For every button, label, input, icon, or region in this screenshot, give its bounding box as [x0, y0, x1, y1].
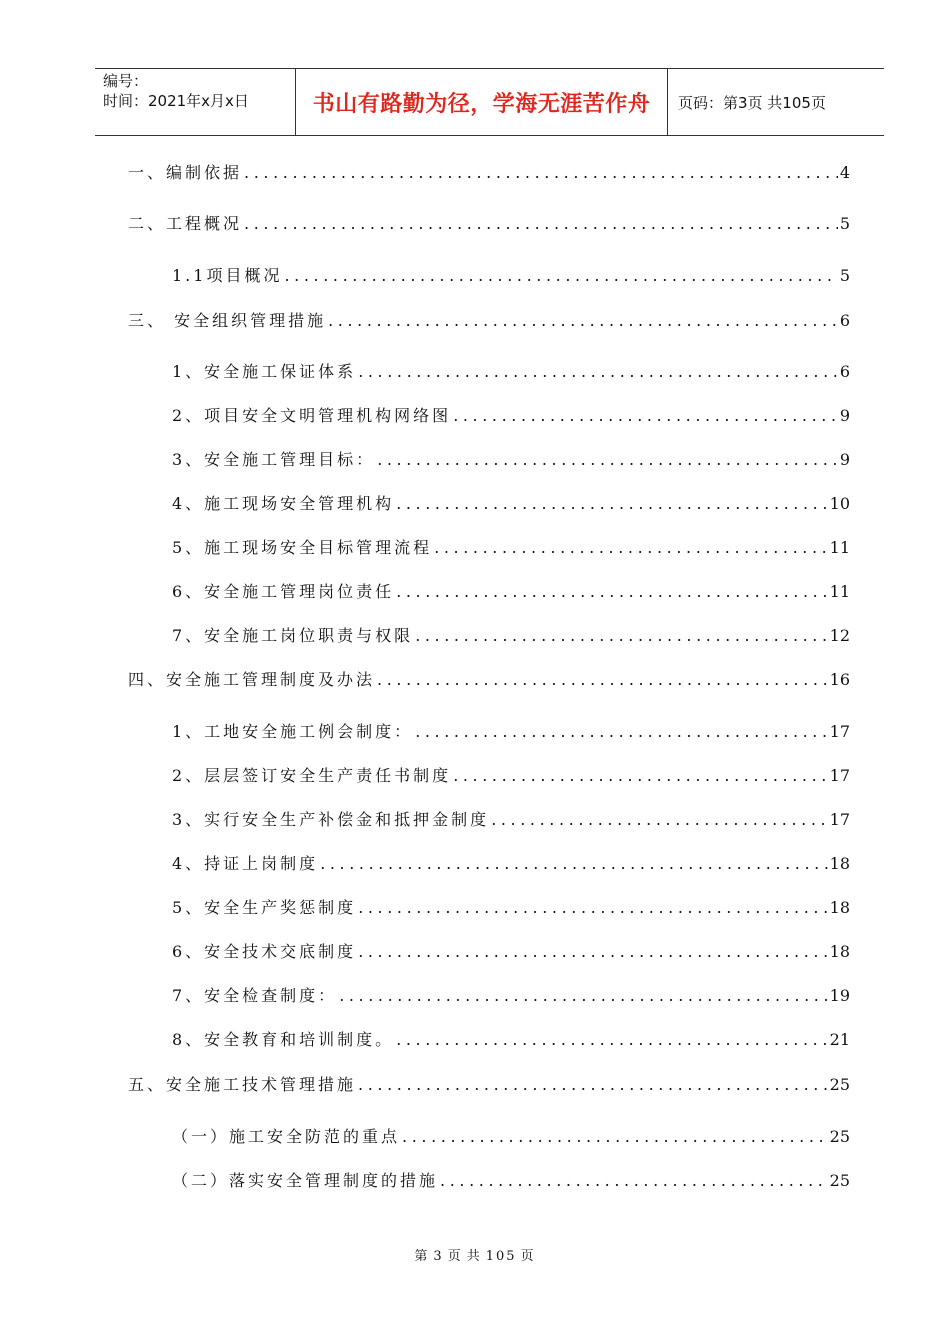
toc-leader-dots — [328, 310, 838, 332]
toc-entry[interactable] — [172, 537, 850, 559]
toc-leader-dots — [453, 765, 827, 787]
toc-entry-page: 25 — [829, 1171, 850, 1190]
toc-entry-title: 2、项目安全文明管理机构网络图 — [172, 406, 452, 425]
toc-leader-dots — [415, 625, 827, 647]
footer-current-page: 3 — [433, 1249, 444, 1264]
toc-entry-title: 6、安全技术交底制度 — [172, 942, 357, 961]
header-motto: 书山有路勤为径，学海无涯苦作舟 — [312, 91, 651, 117]
toc-entry-page: 25 — [829, 1075, 850, 1094]
toc-entry-page: 11 — [829, 582, 850, 601]
toc-leader-dots — [339, 985, 827, 1007]
toc-entry[interactable] — [172, 809, 850, 831]
toc-entry-title: 1、安全施工保证体系 — [172, 362, 357, 381]
header-motto-cell — [295, 69, 668, 135]
header-page-info: 页码：第3页 共105页 — [678, 93, 826, 112]
toc-entry[interactable] — [172, 265, 850, 287]
toc-leader-dots — [396, 493, 827, 515]
toc-leader-dots — [320, 853, 827, 875]
toc-leader-dots — [377, 449, 838, 471]
footer-label-ye: 页 — [447, 1249, 463, 1264]
toc-entry[interactable] — [172, 405, 850, 427]
toc-entry-page: 19 — [829, 986, 850, 1005]
toc-entry-title: 1.1项目概况 — [172, 266, 283, 285]
toc-leader-dots — [377, 669, 828, 691]
toc-entry-title: 二、工程概况 — [128, 214, 243, 233]
toc-entry-title: （一）施工安全防范的重点 — [172, 1127, 401, 1146]
toc-entry-page: 17 — [829, 810, 850, 829]
toc-entry-page: 18 — [829, 854, 850, 873]
toc-entry[interactable] — [172, 765, 850, 787]
toc-entry-title: 五、安全施工技术管理措施 — [128, 1075, 357, 1094]
toc-leader-dots — [244, 213, 838, 235]
toc-entry-page: 4 — [839, 163, 850, 182]
toc-entry-title: 四、安全施工管理制度及办法 — [128, 670, 376, 689]
toc-entry[interactable] — [172, 1029, 850, 1051]
toc-leader-dots — [491, 809, 827, 831]
toc-leader-dots — [453, 405, 838, 427]
doc-time-label: 时间：2021年x月x日 — [103, 92, 249, 110]
toc-entry-title: 1、工地安全施工例会制度： — [172, 722, 414, 741]
toc-leader-dots — [396, 581, 827, 603]
toc-entry-title: 一、编制依据 — [128, 163, 243, 182]
toc-entry-title: 3、安全施工管理目标： — [172, 450, 376, 469]
toc-entry-page: 25 — [829, 1127, 850, 1146]
toc-entry-title: 4、持证上岗制度 — [172, 854, 319, 873]
toc-entry-page: 6 — [839, 311, 850, 330]
toc-entry-page: 6 — [839, 362, 850, 381]
toc-entry[interactable] — [172, 1126, 850, 1148]
toc-entry[interactable] — [172, 941, 850, 963]
toc-entry-title: 4、施工现场安全管理机构 — [172, 494, 395, 513]
page-header — [95, 68, 884, 136]
toc-entry[interactable] — [128, 669, 850, 691]
toc-entry[interactable] — [128, 1074, 850, 1096]
toc-entry[interactable] — [128, 310, 850, 332]
toc-entry-title: 6、安全施工管理岗位责任 — [172, 582, 395, 601]
toc-leader-dots — [402, 1126, 828, 1148]
toc-entry-page: 17 — [829, 766, 850, 785]
toc-entry-title: 三、 安全组织管理措施 — [128, 311, 327, 330]
doc-number-label: 编号： — [103, 72, 149, 90]
toc-entry[interactable] — [172, 853, 850, 875]
toc-entry-title: 5、安全生产奖惩制度 — [172, 898, 357, 917]
toc-entry-page: 17 — [829, 722, 850, 741]
toc-leader-dots — [358, 941, 827, 963]
toc-entry-page: 11 — [829, 538, 850, 557]
toc-leader-dots — [284, 265, 837, 287]
toc-entry[interactable] — [172, 625, 850, 647]
toc-entry[interactable] — [172, 1170, 850, 1192]
toc-entry-page: 9 — [839, 406, 850, 425]
toc-leader-dots — [415, 721, 827, 743]
toc-entry-page: 18 — [829, 898, 850, 917]
toc-entry-page: 5 — [839, 214, 850, 233]
toc-entry[interactable] — [128, 162, 850, 184]
footer-label-ye: 页 — [520, 1249, 536, 1264]
toc-entry[interactable] — [172, 493, 850, 515]
toc-entry[interactable] — [128, 213, 850, 235]
toc-entry-page: 16 — [829, 670, 850, 689]
toc-entry-title: 2、层层签订安全生产责任书制度 — [172, 766, 452, 785]
toc-entry-page: 12 — [829, 626, 850, 645]
header-info — [95, 69, 295, 135]
toc-entry-title: 3、实行安全生产补偿金和抵押金制度 — [172, 810, 490, 829]
toc-leader-dots — [358, 897, 827, 919]
footer-label-di: 第 — [414, 1249, 430, 1264]
toc-entry-title: 7、安全检查制度： — [172, 986, 338, 1005]
toc-entry-page: 10 — [829, 494, 850, 513]
footer-label-gong: 共 — [466, 1249, 482, 1264]
toc-leader-dots — [440, 1170, 828, 1192]
toc-entry[interactable] — [172, 985, 850, 1007]
toc-entry-title: （二）落实安全管理制度的措施 — [172, 1171, 439, 1190]
toc-entry-page: 5 — [839, 266, 850, 285]
toc-entry[interactable] — [172, 361, 850, 383]
toc-leader-dots — [434, 537, 827, 559]
toc-leader-dots — [396, 1029, 827, 1051]
toc-entry[interactable] — [172, 721, 850, 743]
toc-entry-title: 5、施工现场安全目标管理流程 — [172, 538, 433, 557]
footer-total-pages: 105 — [485, 1249, 517, 1264]
toc-entry-title: 7、安全施工岗位职责与权限 — [172, 626, 414, 645]
toc-leader-dots — [244, 162, 838, 184]
toc-entry-title: 8、安全教育和培训制度。 — [172, 1030, 395, 1049]
toc-entry-page: 21 — [829, 1030, 850, 1049]
toc-entry-page: 18 — [829, 942, 850, 961]
page-footer — [0, 1245, 950, 1264]
toc-leader-dots — [358, 1074, 828, 1096]
toc-entry[interactable] — [172, 581, 850, 603]
toc-entry-page: 9 — [839, 450, 850, 469]
toc-entry[interactable] — [172, 449, 850, 471]
toc-entry[interactable] — [172, 897, 850, 919]
toc-leader-dots — [358, 361, 838, 383]
